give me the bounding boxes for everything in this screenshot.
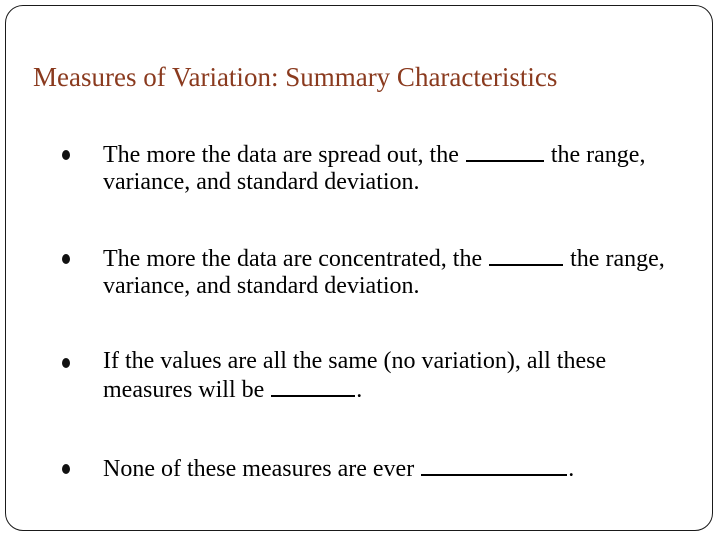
slide-frame [5,5,713,531]
bullet-text-before-blank: The more the data are concentrated, the [103,246,489,272]
bullet-text-after-blank: the range, variance, and standard deviation. [103,142,646,195]
bullet-dot-icon [62,358,70,368]
bullet-text [78,348,678,404]
fill-in-blank [421,454,567,476]
bullet-item-spread [78,140,678,196]
bullet-item-concentrated [78,244,678,300]
fill-in-blank [271,375,355,397]
bullet-item-never [78,454,678,483]
bullet-text-after-blank: . [568,456,575,482]
bullet-item-same-values [78,348,678,404]
fill-in-blank [466,140,544,162]
fill-in-blank [489,244,563,266]
slide-title: Measures of Variation: Summary Characteristics [33,62,558,92]
bullet-dot-icon [62,254,70,264]
bullet-dot-icon [62,464,70,474]
bullet-text-before-blank: None of these measures are ever [103,456,421,482]
bullet-text [78,244,678,300]
bullet-text [78,454,678,483]
bullet-text-after-blank: . [356,377,363,403]
bullet-text-before-blank: The more the data are spread out, the [103,142,465,168]
bullet-dot-icon [62,150,70,160]
bullet-text-after-blank: the range, variance, and standard deviation. [103,246,665,299]
bullet-text [78,140,678,196]
bullet-text-before-blank: If the values are all the same (no variation), all these measures will be [103,348,607,403]
